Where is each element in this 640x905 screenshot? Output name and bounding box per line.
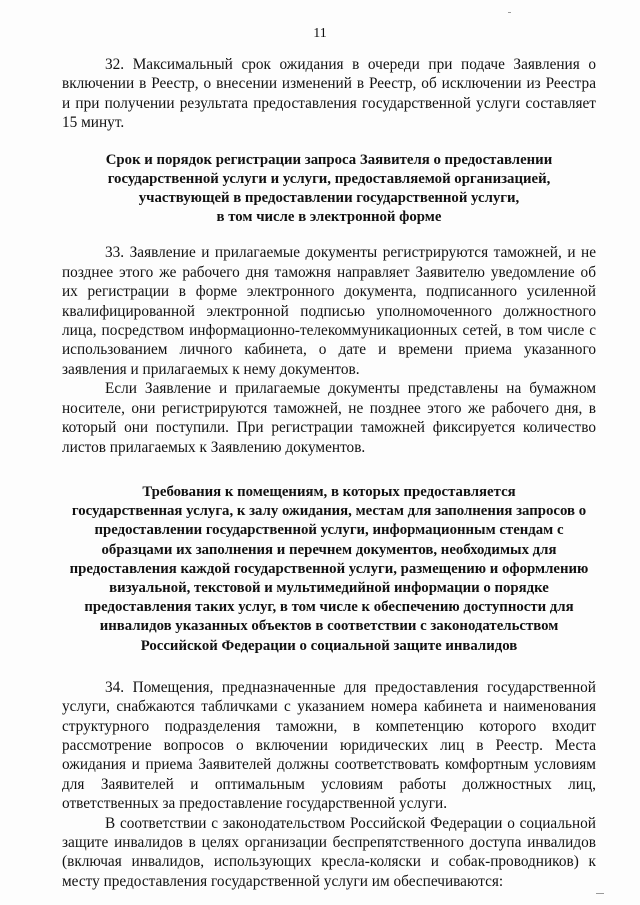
paragraph-32: 32. Максимальный срок ожидания в очереди при подаче Заявления о включении в Реестр, о внесении изменений в Реестр, об исключении из Реестра и при получении результата предоставления государственной услуги составляет 15 минут. — [62, 56, 596, 132]
heading-line: предоставлении государственной услуги, информационным стендам с — [94, 522, 564, 539]
heading-line: инвалидов указанных объектов в соответствии с законодательством — [99, 618, 559, 635]
heading-line: в том числе в электронной форме — [216, 209, 442, 226]
page-content — [62, 55, 596, 891]
heading-line: предоставления каждой государственной услуги, размещению и оформлению — [69, 560, 589, 577]
scan-speck — [508, 12, 511, 13]
scan-speck — [596, 893, 604, 894]
paragraph-34: 34. Помещения, предназначенные для предоставления государственной услуги, снабжаются табличками с указанием номера кабинета и наименования структурного подразделения таможни, в компетенцию которого входит рассмотрение вопросов о включении юридических лиц в Реестр. Места ожидания и приема Заявителей должны соответствовать комфортным условиям для Заявителей и оптимальным условиям работы должностных лиц, ответственных за предоставление государственной услуги. — [62, 678, 596, 813]
page-number: 11 — [313, 26, 327, 41]
heading-line: визуальной, текстовой и мультимедийной информации о порядке — [109, 579, 549, 596]
heading-line: образцами их заполнения и перечнем документов, необходимых для — [101, 541, 557, 558]
heading-line: Срок и порядок регистрации запроса Заявителя о предоставлении — [105, 151, 553, 168]
heading-line: участвующей в предоставлении государственной услуги, — [138, 190, 520, 207]
section-heading-registration — [62, 151, 596, 228]
section-heading-premises — [62, 483, 596, 656]
paragraph-33-continued: Если Заявление и прилагаемые документы представлены на бумажном носителе, они регистрируются таможней, не позднее этого же рабочего дня, в который они поступили. При регистрации таможней фиксируется количество листов прилагаемых к Заявлению документов. — [62, 380, 596, 456]
heading-line: Требования к помещениям, в которых предоставляется — [142, 483, 516, 500]
heading-line: государственная услуга, к залу ожидания, местам для заполнения запросов о — [71, 503, 587, 520]
paragraph-33: 33. Заявление и прилагаемые документы регистрируются таможней, и не позднее этого же рабочего дня таможня направляет Заявителю уведомление об их регистрации в форме электронного документа, подписанного усиленной квалифицированной электронной подписью уполномоченного должностного лица, посредством информационно-телекоммуникационных сетей, в том числе с использованием личного кабинета, о дате и времени приема указанного заявления и прилагаемых к нему документов. — [62, 244, 596, 378]
paragraph-34-continued: В соответствии с законодательством Российской Федерации о социальной защите инвалидов в целях организации беспрепятственного доступа инвалидов (включая инвалидов, использующих кресла-коляски и собак-проводников) к месту предоставления государственной услуги им обеспечиваются: — [62, 814, 596, 890]
heading-line: государственной услуги и услуги, предоставляемой организацией, — [107, 170, 551, 187]
heading-line: Российской Федерации о социальной защите инвалидов — [140, 637, 518, 654]
heading-line: предоставления таких услуг, в том числе к обеспечению доступности для — [84, 599, 574, 616]
